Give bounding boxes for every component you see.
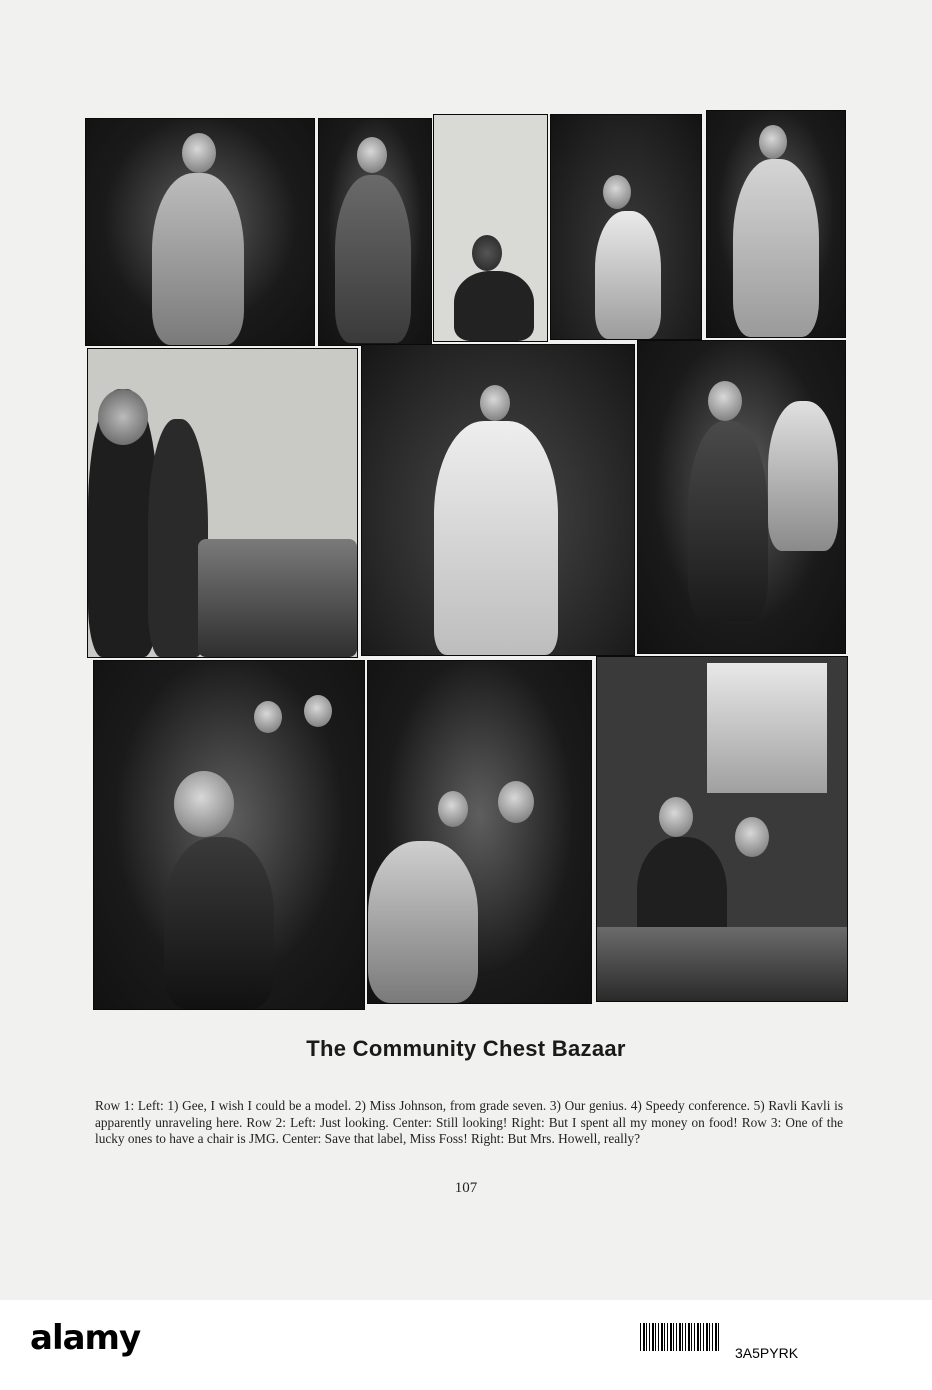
photo-row1-4 [550, 114, 702, 340]
photo-row3-left [93, 660, 365, 1010]
image-id: 3A5PYRK [735, 1345, 799, 1361]
photo-caption: Row 1: Left: 1) Gee, I wish I could be a model. 2) Miss Johnson, from grade seven. 3) Our genius. 4) Speedy conference. 5) Ravli Kavli is apparently unraveling here. Row 2: Left: Just looking. Center: Still looking! Right: But I spent all my money on food! Row 3: One of the lucky ones to have a chair is JMG. Center: Save that label, Miss Foss! Right: But Mrs. Howell, really? [95, 1098, 843, 1146]
photo-row1-2 [318, 118, 432, 346]
photo-row3-right [596, 656, 848, 1002]
photo-row2-left [87, 348, 358, 658]
photo-row3-center [367, 660, 592, 1004]
page-title: The Community Chest Bazaar [306, 1036, 626, 1061]
photo-row1-1 [85, 118, 315, 346]
barcode-icon [640, 1323, 720, 1351]
photo-row1-3 [433, 114, 548, 342]
photo-row2-right [637, 340, 846, 654]
photo-row2-center [361, 344, 635, 656]
page-number: 107 [454, 1180, 478, 1196]
brand-logo: alamy [30, 1318, 141, 1358]
photo-row1-5 [706, 110, 846, 338]
